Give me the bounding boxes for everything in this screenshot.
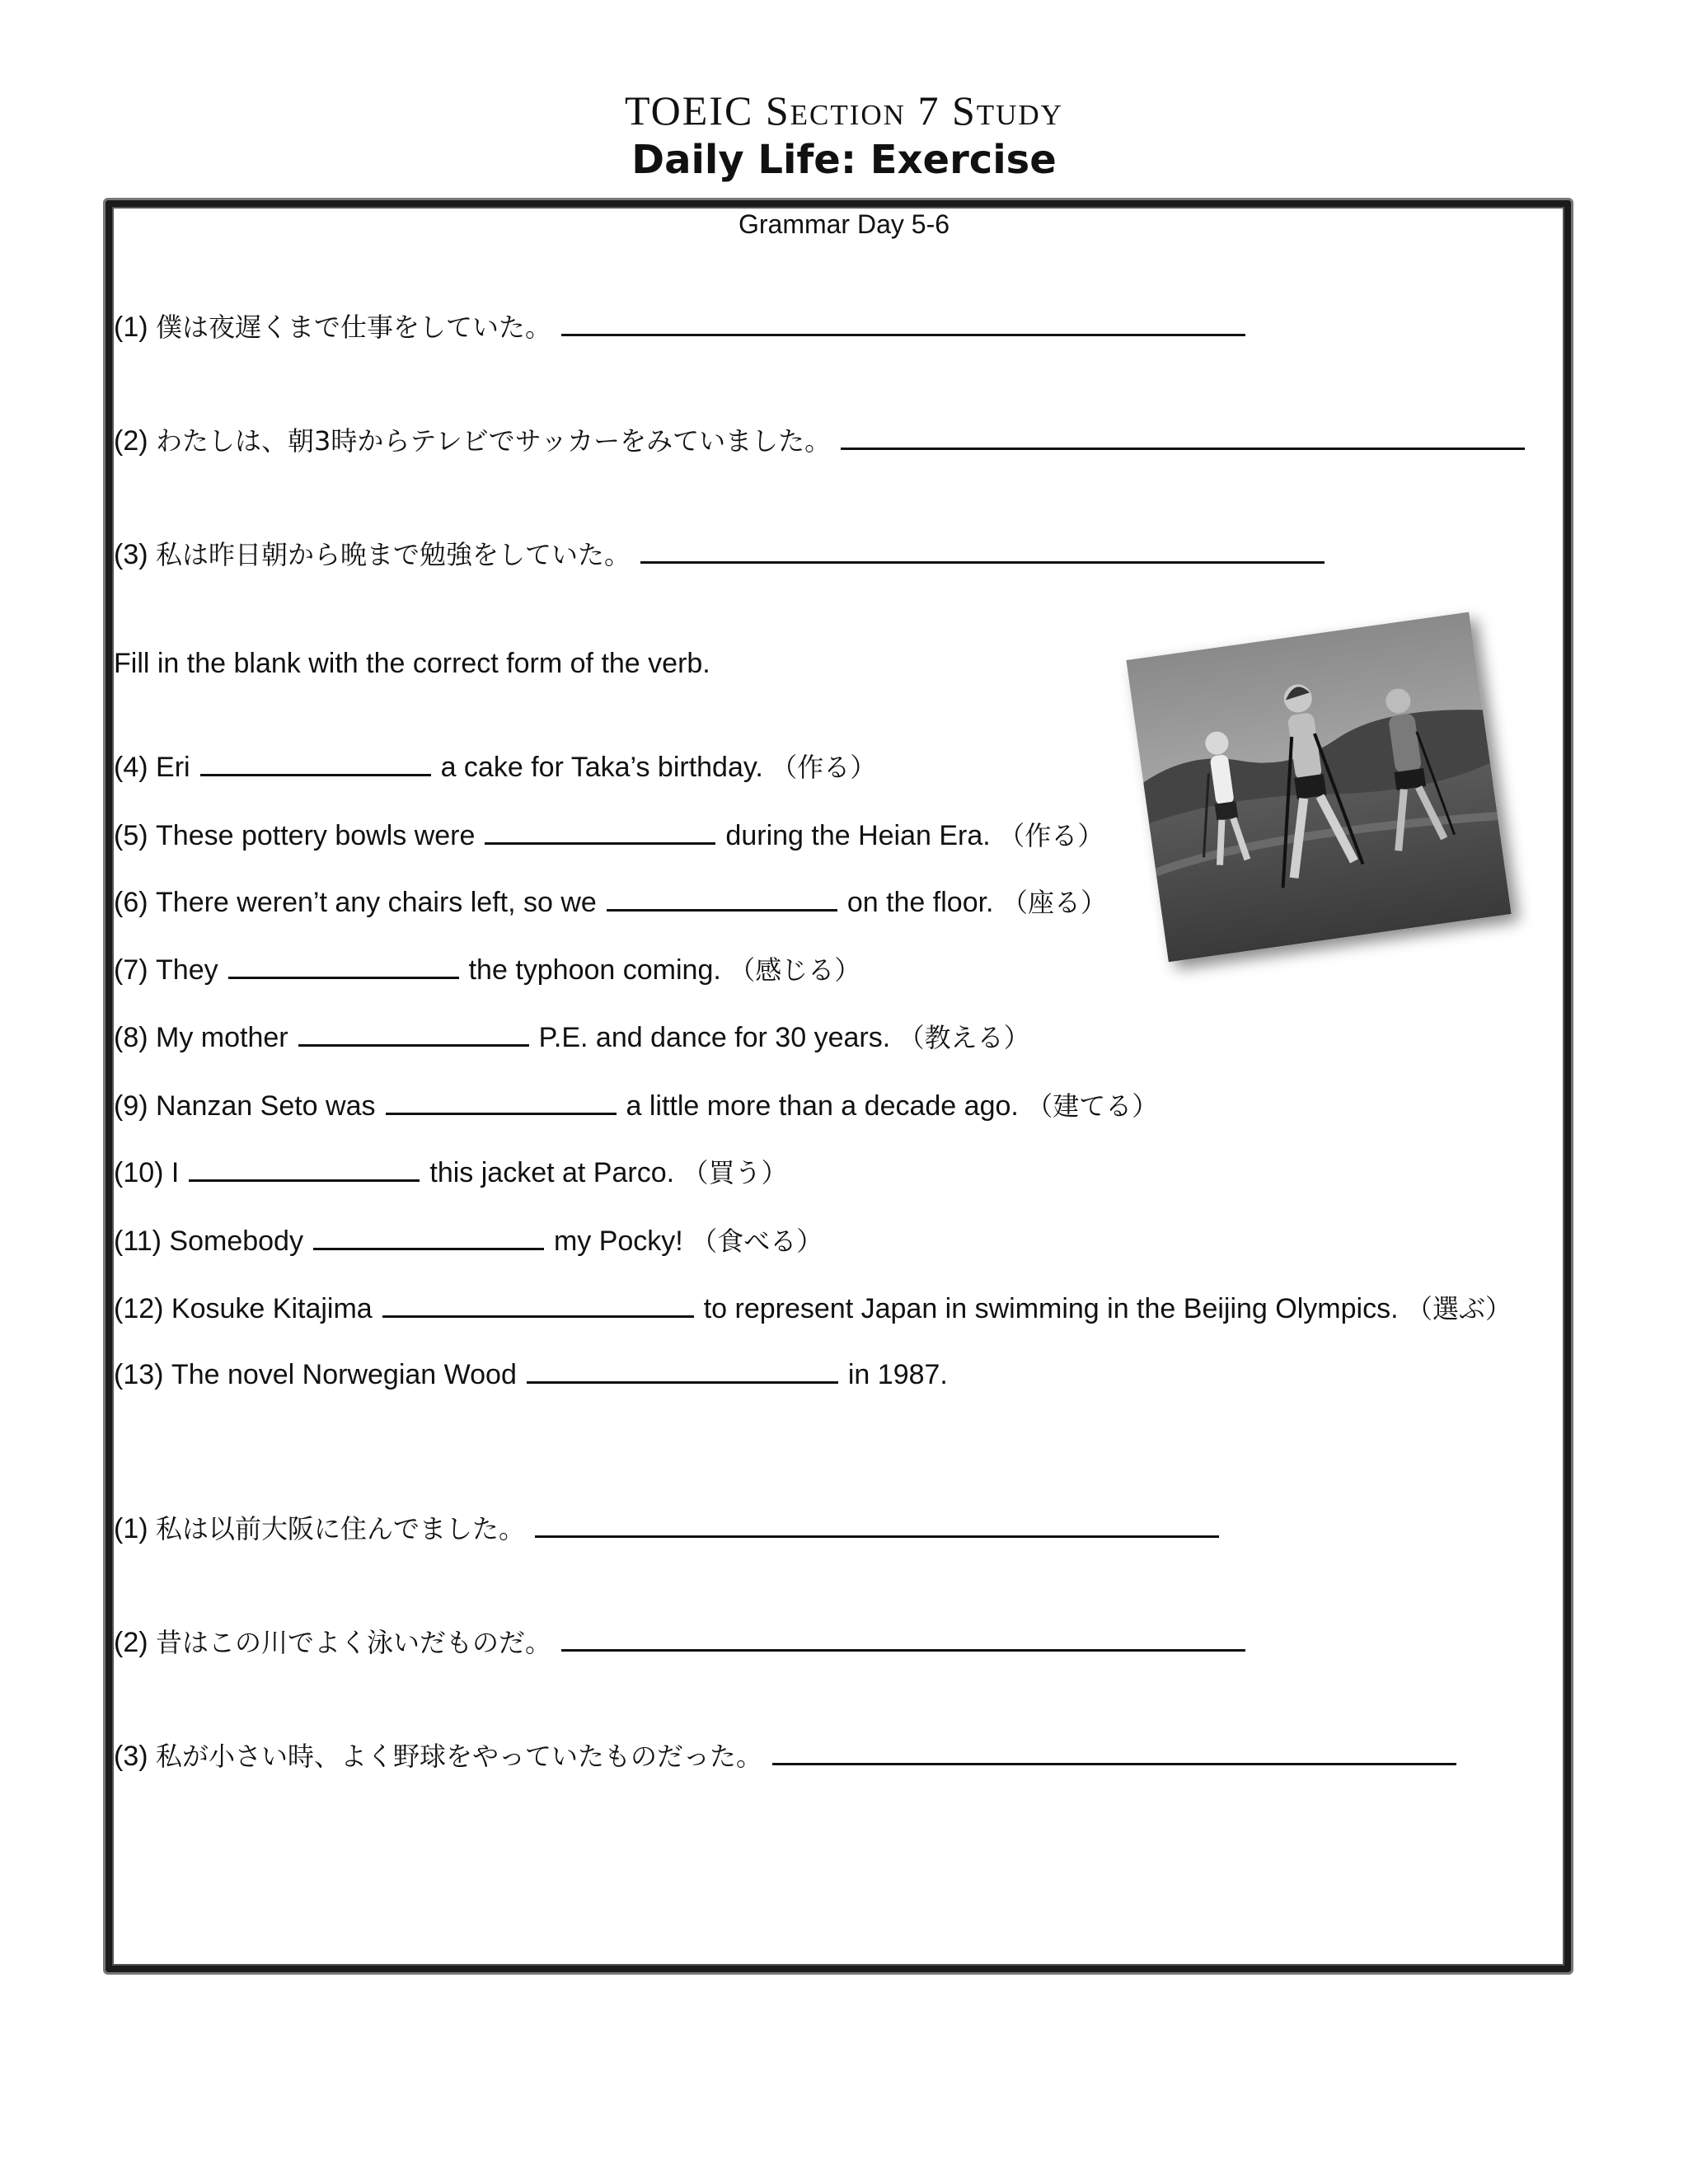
answer-blank[interactable]	[640, 537, 1325, 564]
answer-blank[interactable]	[386, 1088, 617, 1115]
item-text-after: the typhoon coming.	[468, 954, 721, 986]
answer-blank[interactable]	[313, 1223, 544, 1250]
answer-blank[interactable]	[485, 818, 715, 845]
fill-item-10	[114, 1152, 788, 1190]
section-label: Grammar Day 5-6	[738, 209, 950, 239]
item-text: 僕は夜遅くまで仕事をしていた。	[156, 312, 552, 343]
item-number: (9)	[114, 1090, 148, 1122]
item-number: (4)	[114, 752, 148, 783]
fill-item-6	[114, 882, 1107, 920]
page-subtitle: Daily Life: Exercise	[631, 137, 1057, 183]
item-text-after: P.E. and dance for 30 years.	[538, 1022, 891, 1053]
answer-blank[interactable]	[607, 884, 837, 912]
item-text-before: Nanzan Seto was	[156, 1090, 376, 1122]
item-text: 私は以前大阪に住んでました。	[156, 1513, 526, 1544]
item-text-after: on the floor.	[846, 887, 994, 918]
item-number: (7)	[114, 954, 148, 986]
item-text: わたしは、朝3時からテレビでサッカーをみていました。	[156, 425, 832, 457]
verb-hint: （建てる）	[1026, 1090, 1159, 1122]
verb-hint: （選ぶ）	[1405, 1293, 1512, 1324]
item-number: (1)	[114, 312, 148, 343]
item-text-after: during the Heian Era.	[725, 820, 991, 851]
answer-blank[interactable]	[561, 309, 1245, 336]
walkers-illustration	[1126, 612, 1511, 963]
verb-hint: （教える）	[898, 1022, 1030, 1053]
verb-hint: （座る）	[1001, 887, 1107, 918]
fill-item-9	[114, 1085, 1158, 1123]
answer-blank[interactable]	[561, 1624, 1245, 1652]
item-number: (2)	[114, 1627, 148, 1658]
item-text: 私が小さい時、よく野球をやっていたものだった。	[156, 1741, 763, 1772]
item-number: (12)	[114, 1293, 164, 1324]
fill-item-7	[114, 949, 860, 987]
item-number: (6)	[114, 887, 148, 918]
fill-item-8	[114, 1017, 1030, 1055]
item-number: (2)	[114, 425, 148, 457]
item-number: (8)	[114, 1022, 148, 1053]
item-text-before: Eri	[156, 752, 190, 783]
answer-blank[interactable]	[189, 1155, 420, 1182]
answer-blank[interactable]	[772, 1738, 1456, 1765]
item-number: (3)	[114, 1741, 148, 1772]
answer-blank[interactable]	[527, 1357, 838, 1384]
answer-blank[interactable]	[841, 423, 1525, 450]
item-number: (10)	[114, 1157, 164, 1188]
verb-hint: （食べる）	[691, 1226, 823, 1257]
item-number: (1)	[114, 1513, 148, 1544]
fill-item-4	[114, 747, 876, 785]
item-text-after: a cake for Taka’s birthday.	[440, 752, 763, 783]
fill-item-13	[114, 1357, 948, 1391]
item-text: 私は昨日朝から晩まで勉強をしていた。	[156, 539, 631, 570]
item-number: (3)	[114, 539, 148, 570]
answer-blank[interactable]	[382, 1291, 694, 1318]
answer-blank[interactable]	[200, 749, 431, 776]
fill-item-11	[114, 1221, 823, 1258]
item-text-before: Somebody	[169, 1226, 303, 1257]
item-text-before: There weren’t any chairs left, so we	[156, 887, 597, 918]
item-text-before: The novel Norwegian Wood	[171, 1359, 517, 1390]
item-number: (5)	[114, 820, 148, 851]
answer-blank[interactable]	[298, 1019, 529, 1047]
instruction-text: Fill in the blank with the correct form of the verb.	[114, 648, 710, 679]
verb-hint: （買う）	[682, 1157, 788, 1188]
translation-item-3	[114, 534, 1334, 572]
verb-hint: （作る）	[998, 820, 1104, 851]
item-text-after: this jacket at Parco.	[429, 1157, 675, 1188]
item-text-before: They	[156, 954, 218, 986]
fill-item-12	[114, 1288, 1512, 1326]
item-number: (11)	[114, 1226, 162, 1257]
item-text-before: I	[171, 1157, 180, 1188]
translation-item-b2	[114, 1622, 1255, 1660]
item-text-before: These pottery bowls were	[156, 820, 476, 851]
translation-item-1	[114, 307, 1255, 344]
translation-item-2	[114, 420, 1535, 458]
answer-blank[interactable]	[228, 952, 459, 979]
item-number: (13)	[114, 1359, 164, 1390]
item-text-after: my Pocky!	[553, 1226, 683, 1257]
verb-hint: （作る）	[771, 752, 877, 783]
verb-hint: （感じる）	[729, 954, 861, 986]
translation-item-b3	[114, 1736, 1466, 1774]
page-title: TOEIC Section 7 Study	[625, 87, 1063, 134]
item-text-before: My mother	[156, 1022, 288, 1053]
item-text: 昔はこの川でよく泳いだものだ。	[156, 1627, 552, 1658]
item-text-after: to represent Japan in swimming in the Beijing Olympics.	[703, 1293, 1399, 1324]
item-text-after: in 1987.	[847, 1359, 948, 1390]
fill-item-5	[114, 815, 1104, 853]
item-text-before: Kosuke Kitajima	[171, 1293, 373, 1324]
item-text-after: a little more than a decade ago.	[626, 1090, 1019, 1122]
exercise-photo	[1126, 612, 1511, 963]
answer-blank[interactable]	[535, 1511, 1219, 1538]
translation-item-b1	[114, 1508, 1229, 1546]
